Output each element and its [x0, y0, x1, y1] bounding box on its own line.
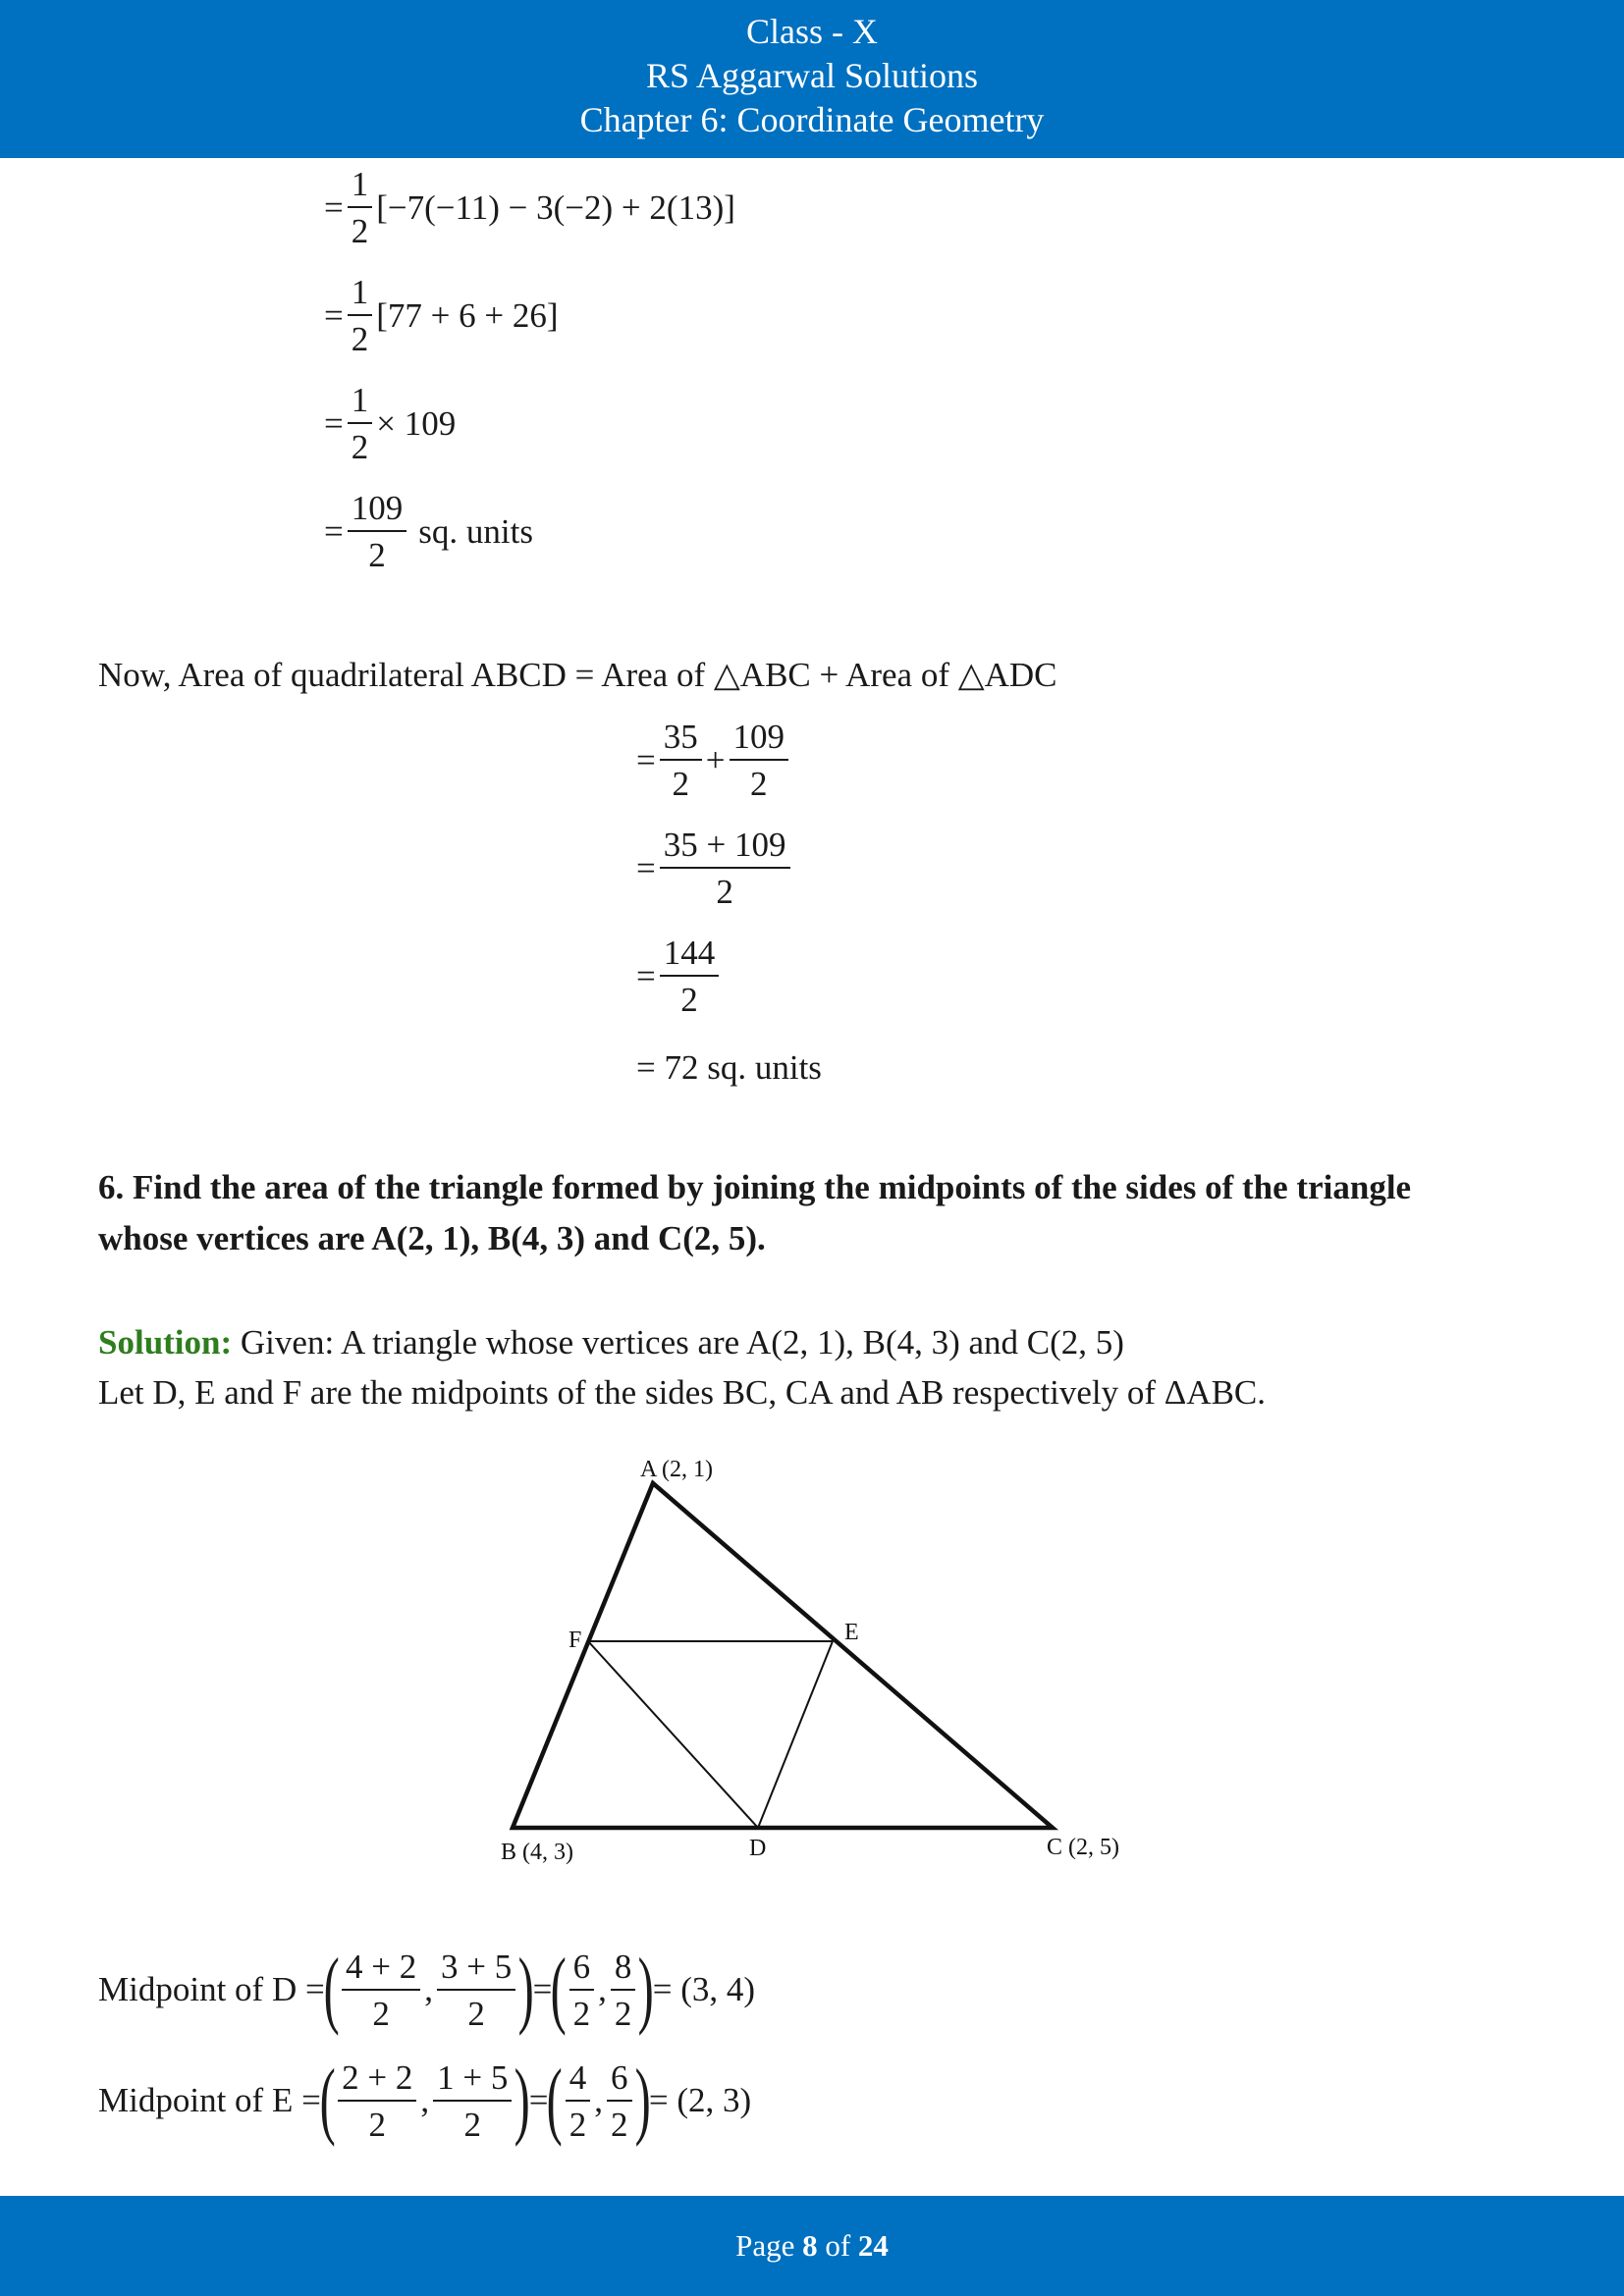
calc2-step1: [636, 720, 792, 801]
fraction: $\frac{4}{2}$: [566, 2060, 591, 2142]
calc1-step4: [324, 491, 533, 572]
fraction: $\frac{6}{2}$: [569, 1949, 595, 2031]
page-number: 8: [802, 2228, 818, 2263]
calc2-final: = 72 sq. units: [636, 1048, 822, 1087]
midpoint-d-label: Midpoint of D =: [98, 1970, 325, 2008]
fraction: $\frac{2 + 2}{2}$: [338, 2060, 416, 2142]
equals-sign: =: [324, 403, 344, 443]
fraction: $\frac{144}{2}$: [660, 935, 720, 1017]
fraction: $\frac{1 + 5}{2}$: [433, 2060, 512, 2142]
plus-sign: +: [705, 740, 726, 779]
of-word: of: [825, 2228, 851, 2263]
calc1-step4-unit: sq. units: [418, 511, 533, 551]
equals-sign: =: [324, 187, 344, 227]
label-e: E: [844, 1620, 859, 1645]
fraction: $\frac{109}{2}$: [730, 720, 789, 801]
label-f: F: [568, 1628, 582, 1653]
fraction: $\frac{1}{2}$: [348, 383, 373, 464]
calc1-step1: [324, 167, 735, 248]
equals-sign: =: [324, 511, 344, 551]
page-header: [0, 0, 1624, 158]
open-paren: (: [323, 1942, 340, 2037]
solution-let: Let D, E and F are the midpoints of the sides BC, CA and AB respectively of ΔABC.: [98, 1373, 1267, 1412]
question-6: 6. Find the area of the triangle formed by joining the midpoints of the sides of the triangle whose vertices are A(2, 1), B(4, 3) and C(2, 5).: [98, 1168, 1412, 1257]
equals-sign: =: [532, 1970, 553, 2008]
calc1-step2-expr: [77 + 6 + 26]: [376, 295, 559, 335]
fraction: $\frac{3 + 5}{2}$: [437, 1949, 515, 2031]
equals-sign: =: [636, 848, 656, 887]
open-paren: (: [319, 2053, 336, 2148]
solution-label: Solution:: [98, 1323, 233, 1362]
segment-fd: [588, 1641, 758, 1828]
close-paren: ): [638, 1942, 655, 2037]
label-c: C (2, 5): [1047, 1835, 1119, 1860]
midpoint-d-result: = (3, 4): [652, 1970, 756, 2008]
fraction: $\frac{35}{2}$: [660, 720, 702, 801]
page-word: Page: [735, 2228, 795, 2263]
header-chapter: Chapter 6: Coordinate Geometry: [579, 100, 1045, 139]
midpoint-d: Midpoint of D = ( $\frac{4 + 2}{2}$ , $\frac{3 + 5}{2}$ ) = ( $\frac{6}{2}$ , $\frac{8}{2}$ ) = (3, 4): [98, 1942, 756, 2037]
open-paren: (: [547, 2053, 564, 2148]
label-a: A (2, 1): [640, 1457, 713, 1482]
equals-sign: =: [324, 295, 344, 335]
close-paren: ): [634, 2053, 651, 2148]
triangle-abc: [513, 1483, 1053, 1828]
calc2-step2: [636, 828, 794, 909]
label-b: B (4, 3): [501, 1840, 573, 1865]
solution-given: Given: A triangle whose vertices are A(2, 1), B(4, 3) and C(2, 5): [232, 1323, 1124, 1362]
solution-given-line: [98, 1321, 1124, 1364]
page-total: 24: [857, 2228, 889, 2263]
calc1-step1-expr: [−7(−11) − 3(−2) + 2(13)]: [376, 187, 735, 227]
calc1-step3: [324, 383, 456, 464]
close-paren: ): [514, 2053, 531, 2148]
midpoint-e-label: Midpoint of E =: [98, 2081, 321, 2119]
header-book: RS Aggarwal Solutions: [645, 56, 979, 95]
header-class: Class - X: [746, 12, 878, 51]
equals-sign: =: [636, 740, 656, 779]
calc1-step2: [324, 275, 559, 356]
fraction: $\frac{109}{2}$: [348, 491, 407, 572]
segment-ed: [758, 1641, 833, 1828]
fraction: $\frac{35 + 109}{2}$: [660, 828, 790, 909]
midpoint-e-result: = (2, 3): [648, 2081, 752, 2119]
area-statement: Now, Area of quadrilateral ABCD = Area of △ABC + Area of △ADC: [98, 656, 1057, 694]
fraction: $\frac{6}{2}$: [607, 2060, 632, 2142]
fraction: $\frac{1}{2}$: [348, 167, 373, 248]
calc1-step3-expr: × 109: [376, 403, 457, 443]
triangle-figure: [481, 1443, 1149, 1875]
open-paren: (: [550, 1942, 568, 2037]
fraction: $\frac{4 + 2}{2}$: [342, 1949, 420, 2031]
fraction: $\frac{8}{2}$: [611, 1949, 636, 2031]
label-d: D: [749, 1836, 767, 1861]
equals-sign: =: [528, 2081, 549, 2119]
fraction: $\frac{1}{2}$: [348, 275, 373, 356]
calc2-step3: [636, 935, 723, 1017]
page-footer: [0, 2196, 1624, 2296]
equals-sign: =: [636, 956, 656, 995]
midpoint-e: Midpoint of E = ( $\frac{2 + 2}{2}$ , $\frac{1 + 5}{2}$ ) = ( $\frac{4}{2}$ , $\frac{6}{2}$ ) = (2, 3): [98, 2053, 752, 2148]
close-paren: ): [517, 1942, 534, 2037]
